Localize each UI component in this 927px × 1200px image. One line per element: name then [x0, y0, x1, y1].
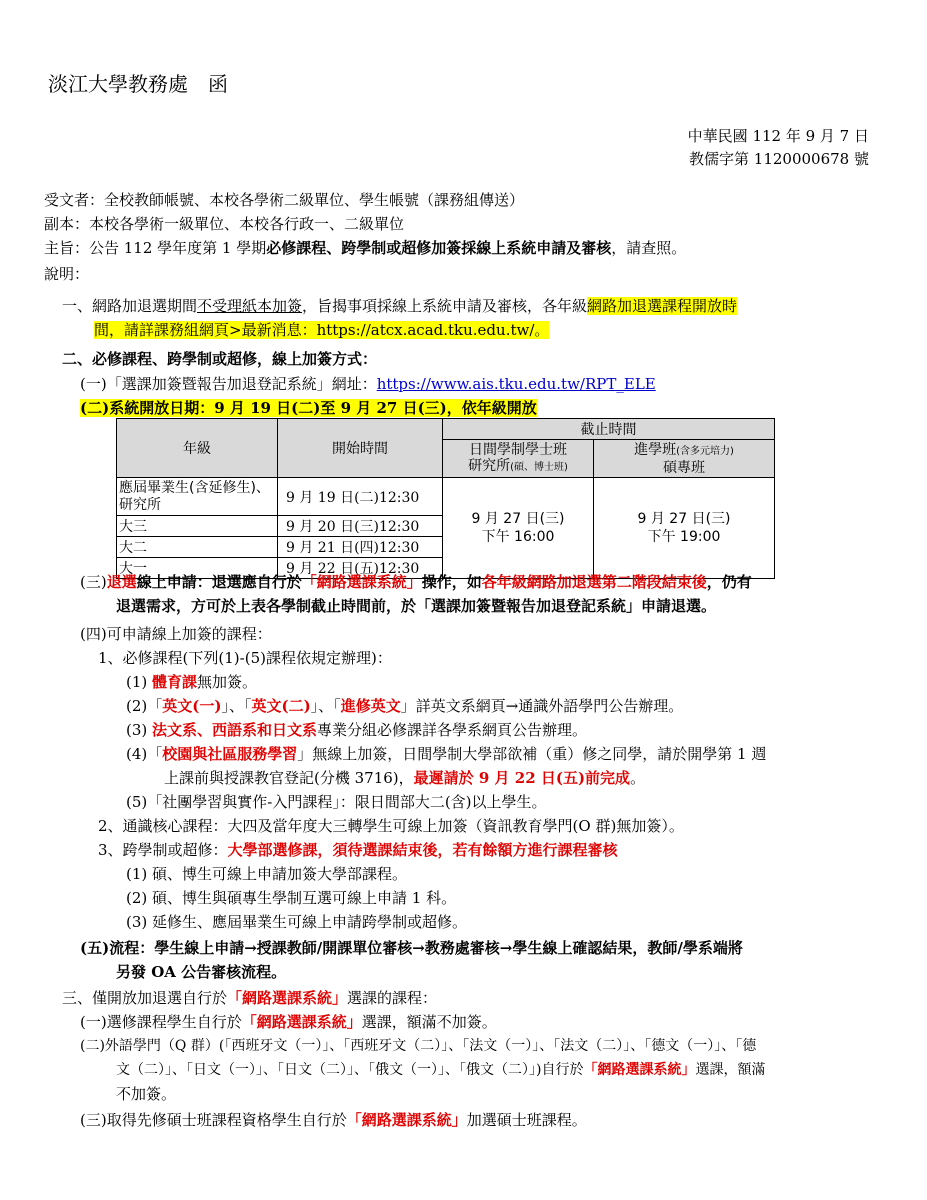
day-header-a: 日間學制學士班 — [469, 441, 567, 458]
s3-a: (三) — [80, 573, 107, 591]
s6-i1-a: (一)選修課程學生自行於 — [80, 1013, 242, 1031]
adv-header-b: 碩專班 — [663, 459, 705, 476]
section-2-item-1 — [80, 374, 656, 394]
r1-c: 無加簽。 — [197, 673, 258, 691]
recipient-line: 受文者：全校教師帳號、本校各學術二級單位、學生帳號（課務組傳送） — [44, 191, 525, 209]
day-header-small: (碩、博士班) — [510, 461, 568, 473]
required-item-5: (5)「社團學習與實作-入門課程」：限日間部大二(含)以上學生。 — [126, 793, 547, 811]
cc-line: 副本：本校各學術一級單位、本校各行政一、二級單位 — [44, 215, 405, 233]
section-3-line-1 — [80, 572, 752, 592]
s6-i2-b: 文（二）」、「日文（一）」、「日文（二）」、「俄文（一）」、「俄文（二）」)自行於 — [116, 1062, 584, 1078]
s1-underline: 不受理紙本加簽 — [197, 297, 303, 315]
r1-a: (1) — [126, 673, 148, 691]
grade-cell: 大三 — [117, 516, 278, 537]
start-cell: 9 月 20 日(三)12:30 — [278, 516, 443, 537]
required-item-2 — [126, 696, 683, 716]
subject-line — [44, 238, 686, 258]
section-3-item-1 — [80, 1012, 497, 1032]
day-deadline-date: 9 月 27 日(三) — [471, 511, 565, 527]
r2-f: 進修英文 — [340, 697, 401, 715]
explain-label: 說明： — [44, 265, 90, 283]
section-3-item-3 — [80, 1110, 587, 1130]
required-item-1 — [126, 672, 257, 692]
r1-b: 體育課 — [152, 673, 198, 691]
s3-g: ，仍有 — [706, 573, 752, 591]
document-date: 中華民國 112 年 9 月 7 日 — [687, 127, 869, 145]
required-item-4-cont — [164, 768, 645, 788]
section-2-title: 二、必修課程、跨學制或超修，線上加簽方式： — [62, 350, 378, 368]
start-cell: 9 月 19 日(二)12:30 — [278, 478, 443, 516]
s3-e: 操作，如 — [421, 573, 482, 591]
s6-title-c: 選課的課程： — [347, 989, 438, 1007]
adv-deadline-time: 下午 19:00 — [647, 529, 721, 545]
s3-d: 「網路選課系統」 — [301, 573, 422, 591]
s6-title-a: 三、僅開放加退選自行於 — [62, 989, 228, 1007]
s6-i2-d: 選課，額滿 — [695, 1062, 766, 1078]
subject-tail: ，請查照。 — [611, 239, 687, 257]
r2-c: 」、「 — [221, 697, 252, 715]
section-3-title — [62, 988, 437, 1008]
grade-cell: 應屆畢業生(含延修生)、研究所 — [117, 478, 278, 516]
s1-highlight-2: 間，請詳課務組網頁>最新消息：https://atcx.acad.tku.edu.tw/。 — [94, 321, 550, 339]
s6-title-b: 「網路選課系統」 — [227, 989, 348, 1007]
table-row — [117, 478, 775, 516]
required-title: 1、必修課程(下列(1)-(5)課程依規定辦理)： — [98, 649, 392, 667]
s1-highlight: 網路加退選課程開放時 — [587, 297, 738, 315]
adv-deadline-date: 9 月 27 日(三) — [637, 511, 731, 527]
schedule-table — [116, 418, 775, 579]
table-header-grade: 年級 — [117, 419, 278, 478]
table-header-day — [443, 440, 594, 478]
s6-i2-c: 「網路選課系統」 — [583, 1062, 696, 1078]
s1-a: 一、網路加退選期間 — [62, 297, 198, 315]
adv-header-small: (含多元培力) — [676, 445, 734, 457]
table-header-start: 開始時間 — [278, 419, 443, 478]
cross-item-2: (2) 碩、博生與碩專生學制互選可線上申請 1 科。 — [126, 889, 457, 907]
section-1-line-2 — [94, 320, 549, 340]
r3-b: 法文系、西語系和日文系 — [152, 721, 318, 739]
start-cell: 9 月 22 日(五)12:30 — [278, 558, 443, 579]
grade-cell: 大二 — [117, 537, 278, 558]
r2-a: (2)「 — [126, 697, 163, 715]
s6-i1-c: 選課，額滿不加簽。 — [361, 1013, 497, 1031]
section-3-item-2-cont — [116, 1060, 765, 1080]
r2-d: 英文(二) — [251, 697, 311, 715]
section-1-line-1 — [62, 296, 737, 316]
required-item-4 — [126, 744, 766, 764]
r4-c: 」無線上加簽，日間學制大學部欲補（重）修之同學，請於開學第 1 週 — [297, 745, 767, 763]
s6-i3-c: 加選碩士班課程。 — [466, 1111, 587, 1129]
required-item-3 — [126, 720, 587, 740]
r4-a: (4)「 — [126, 745, 163, 763]
r4-d: 上課前與授課教官登記(分機 3716)， — [164, 769, 414, 787]
section-2-item-2 — [80, 398, 537, 418]
ais-system-link[interactable]: https://www.ais.tku.edu.tw/RPT_ELE — [376, 375, 656, 393]
r3-a: (3) — [126, 721, 148, 739]
day-header-b: 研究所 — [468, 457, 511, 474]
document-number: 教儒字第 1120000678 號 — [689, 150, 869, 168]
section-3-item-2: (二)外語學門（Q 群）(「西班牙文（一）」、「西班牙文（二）」、「法文（一）」、「法文（二）」、「德文（一）」、「德 — [80, 1038, 757, 1054]
r4-e: 最遲請於 9 月 22 日(五)前完成 — [413, 769, 631, 787]
adv-header-a: 進學班 — [634, 441, 677, 458]
section-4-title: (四)可申請線上加簽的課程： — [80, 625, 272, 643]
s2-item1-text: (一)「選課加簽暨報告加退登記系統」網址： — [80, 375, 377, 393]
s3-b: 退選 — [106, 573, 137, 591]
cross-system-line — [98, 840, 618, 860]
table-header-advanced — [594, 440, 775, 478]
subject-text: 主旨：公告 112 學年度第 1 學期 — [44, 239, 267, 257]
r4-b: 校園與社區服務學習 — [162, 745, 298, 763]
s3-c: 線上申請：退選應自行於 — [136, 573, 302, 591]
cross-item-3: (3) 延修生、應屆畢業生可線上申請跨學制或超修。 — [126, 913, 468, 931]
grade-cell: 大一 — [117, 558, 278, 579]
cross-a: 3、跨學制或超修： — [98, 841, 228, 859]
s3-f: 各年級網路加退選第二階段結束後 — [481, 573, 707, 591]
start-cell: 9 月 21 日(四)12:30 — [278, 537, 443, 558]
document-title: 淡江大學教務處 函 — [48, 72, 228, 96]
r2-b: 英文(一) — [162, 697, 222, 715]
r2-e: 」、「 — [310, 697, 341, 715]
cross-b: 大學部選修課，須待選課結束後，若有餘額方進行課程審核 — [227, 841, 618, 859]
subject-bold: 必修課程、跨學制或超修加簽採線上系統申請及審核 — [266, 239, 612, 257]
s6-i3-a: (三)取得先修碩士班課程資格學生自行於 — [80, 1111, 347, 1129]
s2-item2-highlight: (二)系統開放日期：9 月 19 日(二)至 9 月 27 日(三)，依年級開放 — [80, 399, 537, 417]
advanced-deadline-cell — [594, 478, 775, 579]
section-3-item-2-end: 不加簽。 — [116, 1085, 177, 1103]
r3-c: 專業分組必修課詳各學系網頁公告辦理。 — [317, 721, 588, 739]
cross-item-1: (1) 碩、博生可線上申請加簽大學部課程。 — [126, 865, 408, 883]
core-course-line: 2、通識核心課程：大四及當年度大三轉學生可線上加簽（資訊教育學門(O 群)無加簽）。 — [98, 817, 684, 835]
table-header-deadline: 截止時間 — [443, 419, 775, 440]
s6-i3-b: 「網路選課系統」 — [346, 1111, 467, 1129]
section-3-line-2: 退選需求，方可於上表各學制截止時間前，於「選課加簽暨報告加退登記系統」申請退選。 — [116, 597, 717, 615]
s1-c: ，旨揭事項採線上系統申請及審核，各年級 — [302, 297, 588, 315]
day-deadline-cell — [443, 478, 594, 579]
r2-g: 」詳英文系網頁→通識外語學門公告辦理。 — [400, 697, 684, 715]
day-deadline-time: 下午 16:00 — [481, 529, 555, 545]
process-line-2: 另發 OA 公告審核流程。 — [116, 963, 287, 981]
r4-f: 。 — [630, 769, 646, 787]
process-line-1: (五)流程：學生線上申請→授課教師/開課單位審核→教務處審核→學生線上確認結果，教師/學系端將 — [80, 939, 743, 957]
s6-i1-b: 「網路選課系統」 — [241, 1013, 362, 1031]
